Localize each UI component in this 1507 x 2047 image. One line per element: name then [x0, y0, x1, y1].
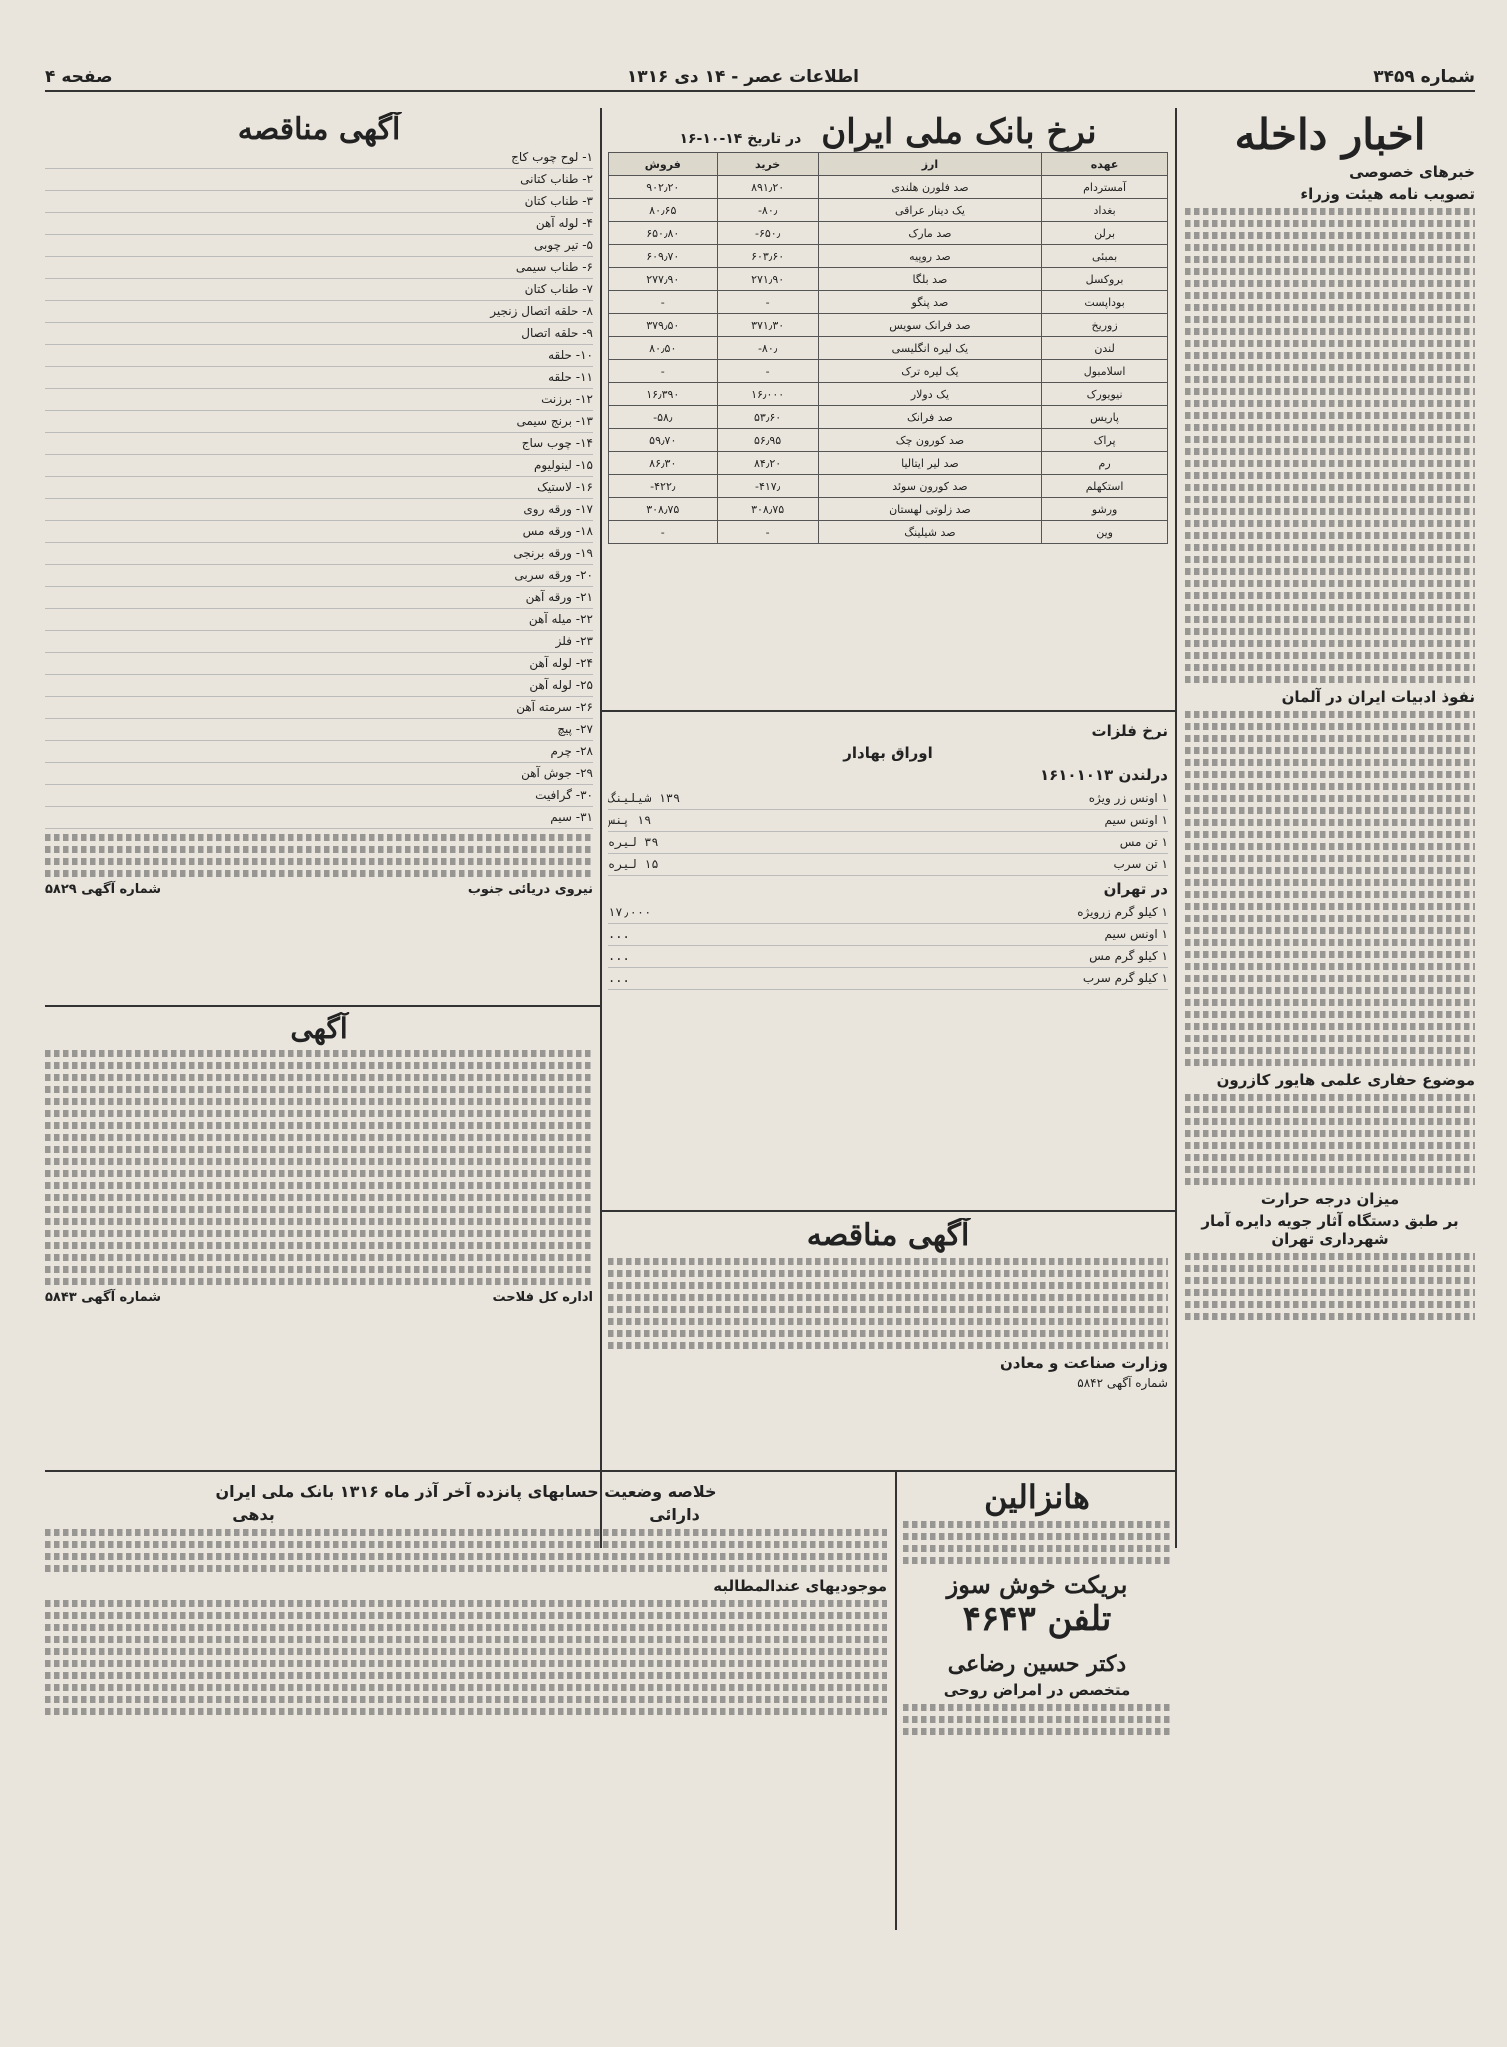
list-item: [45, 763, 593, 785]
tender-item-label: ۲۰- ورقه سربی: [514, 568, 593, 582]
tender1-ref: شماره آگهی ۵۸۲۹: [45, 882, 162, 897]
table-row: [609, 337, 1168, 360]
list-item: [45, 675, 593, 697]
issue-number: شماره ۳۴۵۹: [1373, 67, 1475, 87]
table-cell: ۳۰۸٫۷۵: [717, 498, 818, 521]
tender-item-label: ۷- طناب کتان: [524, 282, 593, 296]
table-cell: استکهلم: [1042, 475, 1168, 498]
list-item: [45, 411, 593, 433]
table-cell: صد بلگا: [818, 268, 1041, 291]
table-cell: صد زلوتی لهستان: [818, 498, 1041, 521]
table-cell: ۱۶٫۰۰۰: [717, 383, 818, 406]
table-cell: -: [609, 360, 718, 383]
list-item: ۱ کیلو گرم زرویژه ۱۷٫۰۰۰: [608, 902, 1168, 924]
table-cell: صد روپیه: [818, 245, 1041, 268]
tender-item-label: ۳- طناب کتان: [524, 194, 593, 208]
list-item: ۱ تن سرب ۱۵ لیره: [608, 854, 1168, 876]
table-cell: ۶۵۰٫-: [717, 222, 818, 245]
list-item: [45, 169, 593, 191]
table-cell: ۱۶٫۳۹۰: [609, 383, 718, 406]
tender-item-label: ۴- لوله آهن: [535, 216, 593, 230]
list-item: [45, 719, 593, 741]
tender-item-label: ۲۷- پیچ: [557, 722, 593, 736]
list-item: [45, 455, 593, 477]
table-row: [609, 429, 1168, 452]
table-cell: صد شیلینگ: [818, 521, 1041, 544]
doctor-specialty: متخصص در امراض روحی: [943, 1681, 1131, 1699]
tender-item-label: ۹- حلقه اتصال: [521, 326, 593, 340]
table-cell: ۸۰٫۶۵: [609, 199, 718, 222]
list-item: [45, 279, 593, 301]
bonds-title: اوراق بهادار: [843, 744, 933, 762]
table-cell: ۳۷۱٫۳۰: [717, 314, 818, 337]
table-cell: بغداد: [1042, 199, 1168, 222]
list-item: [45, 741, 593, 763]
col-currency: ارز: [818, 153, 1041, 176]
metals-title: نرخ فلزات: [1091, 722, 1168, 740]
table-cell: ۵۳٫۶۰: [717, 406, 818, 429]
tender-item-label: ۲۱- ورقه آهن: [525, 590, 593, 604]
tender1-org: نیروی دریائی جنوب: [467, 882, 593, 897]
list-item: ۱ تن مس ۳۹ لیره: [608, 832, 1168, 854]
col-buy: خرید: [717, 153, 818, 176]
ad2-title: آگهی: [290, 1012, 348, 1045]
list-item: [45, 367, 593, 389]
briquette-title: بریکت خوش سوز: [946, 1570, 1128, 1599]
table-cell: پراک: [1042, 429, 1168, 452]
page-number: صفحه ۴: [45, 67, 113, 87]
table-cell: صد فلورن هلندی: [818, 176, 1041, 199]
list-item: [45, 587, 593, 609]
table-cell: آمستردام: [1042, 176, 1168, 199]
list-item: [45, 697, 593, 719]
news-head-5: بر طبق دستگاه آثار جویه دایره آمار شهرداری تهران: [1201, 1212, 1459, 1248]
rates-title: نرخ بانک ملی ایران: [821, 112, 1097, 152]
table-cell: ۶۰۳٫۶۰: [717, 245, 818, 268]
table-row: [609, 268, 1168, 291]
tender-item-label: ۱۷- ورقه روی: [523, 502, 593, 516]
table-row: [609, 452, 1168, 475]
domestic-news-column: [1185, 110, 1475, 1910]
table-cell: ۶۰۹٫۷۰: [609, 245, 718, 268]
table-cell: ۸۴٫۲۰: [717, 452, 818, 475]
tender-item-label: ۱۱- حلقه: [548, 370, 593, 384]
metals-bonds-section: [608, 718, 1168, 1203]
table-cell: ورشو: [1042, 498, 1168, 521]
list-item: [45, 609, 593, 631]
tender-item-label: ۲۹- جوش آهن: [521, 766, 593, 780]
table-row: [609, 176, 1168, 199]
list-item: [45, 191, 593, 213]
table-cell: وین: [1042, 521, 1168, 544]
tender3-title: آگهی مناقصه: [806, 1218, 970, 1253]
list-item: [45, 213, 593, 235]
table-cell: لندن: [1042, 337, 1168, 360]
list-item: [45, 301, 593, 323]
table-cell: صد مارک: [818, 222, 1041, 245]
list-item: ۱ کیلو گرم مس ...: [608, 946, 1168, 968]
tender-item-label: ۲۵- لوله آهن: [529, 678, 593, 692]
list-item: ۱ اونس سیم ...: [608, 924, 1168, 946]
tender-item-label: ۲۶- سرمته آهن: [516, 700, 593, 714]
list-item: ۱ کیلو گرم سرب ...: [608, 968, 1168, 990]
table-cell: صد فرانک سویس: [818, 314, 1041, 337]
news-subtitle: خبرهای خصوصی: [1349, 163, 1475, 181]
newspaper-date: اطلاعات عصر - ۱۴ دی ۱۳۱۶: [626, 67, 859, 87]
tender-item-label: ۱- لوح چوب کاج: [511, 150, 593, 164]
exchange-rates-section: [608, 112, 1168, 702]
list-item: [45, 807, 593, 829]
tender-industry-ad: [608, 1218, 1168, 1463]
table-row: [609, 475, 1168, 498]
table-cell: یک دینار عراقی: [818, 199, 1041, 222]
table-row: [609, 383, 1168, 406]
table-row: [609, 291, 1168, 314]
tender3-org: وزارت صناعت و معادن: [999, 1354, 1168, 1372]
table-cell: یک دولار: [818, 383, 1041, 406]
table-cell: زوریخ: [1042, 314, 1168, 337]
table-cell: ۴۲۲٫-: [609, 475, 718, 498]
col-city: عهده: [1042, 153, 1168, 176]
table-cell: صد لیر ایتالیا: [818, 452, 1041, 475]
tender-item-label: ۱۲- برزنت: [541, 392, 593, 406]
tender3-ref: شماره آگهی ۵۸۴۲: [1077, 1376, 1168, 1390]
table-row: [609, 245, 1168, 268]
tender-item-label: ۲۲- میله آهن: [528, 612, 593, 626]
tender-items: [45, 147, 593, 829]
table-cell: نیویورک: [1042, 383, 1168, 406]
table-cell: ۹۰۲٫۲۰: [609, 176, 718, 199]
news-head-1: تصویب نامه هیئت وزراء: [1300, 185, 1475, 203]
phone-number: تلفن ۴۶۴۳: [962, 1599, 1112, 1639]
small-ads-column: [903, 1478, 1171, 1928]
table-cell: ۲۷۱٫۹۰: [717, 268, 818, 291]
table-cell: -: [609, 521, 718, 544]
bank-balance-sheet: [45, 1478, 887, 1918]
debtors-label: موجودیهای عندالمطالبه: [713, 1577, 887, 1595]
tender-item-label: ۱۳- برنج سیمی: [516, 414, 593, 428]
table-cell: ۵۹٫۷۰: [609, 429, 718, 452]
table-cell: ۸۰٫-: [717, 337, 818, 360]
table-cell: ۳۰۸٫۷۵: [609, 498, 718, 521]
table-row: [609, 498, 1168, 521]
list-item: [45, 147, 593, 169]
tender-item-label: ۱۸- ورقه مس: [522, 524, 593, 538]
table-cell: ۵۶٫۹۵: [717, 429, 818, 452]
list-item: [45, 477, 593, 499]
list-item: [45, 345, 593, 367]
table-cell: ۵۸٫-: [609, 406, 718, 429]
list-item: [45, 389, 593, 411]
table-row: [609, 521, 1168, 544]
tender-item-label: ۸- حلقه اتصال زنجیر: [490, 304, 593, 318]
table-cell: ۸۰٫-: [717, 199, 818, 222]
rates-table: [608, 152, 1168, 544]
list-item: ۱ اونس سیم ۱۹ پنس: [608, 810, 1168, 832]
tender1-title: آگهی مناقصه: [237, 112, 401, 147]
table-cell: -: [717, 291, 818, 314]
table-cell: ۲۷۷٫۹۰: [609, 268, 718, 291]
table-cell: ۳۷۹٫۵۰: [609, 314, 718, 337]
table-cell: بروکسل: [1042, 268, 1168, 291]
table-row: [609, 222, 1168, 245]
table-cell: بوداپست: [1042, 291, 1168, 314]
tender-item-label: ۱۶- لاستیک: [537, 480, 593, 494]
list-item: [45, 543, 593, 565]
tender-item-label: ۳۰- گرافیت: [535, 788, 593, 802]
doctor-name: دکتر حسین رضاعی: [947, 1651, 1127, 1677]
rates-date: در تاریخ ۱۴-۱۰-۱۶: [679, 131, 802, 147]
page-header: [45, 64, 1475, 92]
tender-item-label: ۳۱- سیم: [550, 810, 593, 824]
table-cell: ۸۹۱٫۲۰: [717, 176, 818, 199]
london-label: درلندن ۱۶۱۰۱۰۱۳: [1039, 766, 1168, 784]
news-title: اخبار داخله: [1234, 110, 1426, 159]
tender-item-label: ۱۰- حلقه: [548, 348, 593, 362]
list-item: [45, 257, 593, 279]
news-head-4: میزان درجه حرارت: [1260, 1190, 1400, 1208]
liabilities-label: بدهی: [232, 1505, 275, 1524]
table-row: [609, 360, 1168, 383]
col-sell: فروش: [609, 153, 718, 176]
table-cell: پاریس: [1042, 406, 1168, 429]
list-item: [45, 323, 593, 345]
list-item: [45, 631, 593, 653]
table-cell: ۸۰٫۵۰: [609, 337, 718, 360]
list-item: [45, 785, 593, 807]
list-item: [45, 521, 593, 543]
table-cell: صد کورون چک: [818, 429, 1041, 452]
tender-item-label: ۲۸- چرم: [550, 744, 593, 758]
table-cell: بمبئی: [1042, 245, 1168, 268]
list-item: [45, 235, 593, 257]
table-row: [609, 406, 1168, 429]
navy-tender-ad: [45, 112, 593, 1000]
table-cell: ۴۱۷٫-: [717, 475, 818, 498]
list-item: [45, 565, 593, 587]
list-item: [45, 499, 593, 521]
tender-item-label: ۲- طناب کتانی: [520, 172, 593, 186]
assets-label: دارائی: [649, 1505, 700, 1524]
tender-item-label: ۲۳- فلز: [555, 634, 593, 648]
tender-item-label: ۶- طناب سیمی: [515, 260, 593, 274]
ad2-ref: شماره آگهی ۵۸۴۳: [45, 1290, 162, 1305]
table-cell: رم: [1042, 452, 1168, 475]
table-cell: یک لیره ترک: [818, 360, 1041, 383]
list-item: ۱ اونس زر ویژه ۱۳۹ شیلینگ: [608, 788, 1168, 810]
table-cell: یک لیره انگلیسی: [818, 337, 1041, 360]
hanzelin-title: هانزالین: [984, 1478, 1090, 1516]
tender-item-label: ۱۵- لینولیوم: [533, 458, 593, 472]
table-cell: برلن: [1042, 222, 1168, 245]
table-cell: صد کورون سوئد: [818, 475, 1041, 498]
table-cell: ۸۶٫۳۰: [609, 452, 718, 475]
ad2-org: اداره کل فلاحت: [492, 1290, 593, 1305]
list-item: [45, 653, 593, 675]
tehran-label: در تهران: [1103, 880, 1168, 898]
tender-item-label: ۵- تیر چوبی: [534, 238, 593, 252]
table-row: [609, 199, 1168, 222]
table-row: [609, 314, 1168, 337]
agriculture-ad: [45, 1012, 593, 1464]
news-head-2: نفوذ ادبیات ایران در آلمان: [1281, 688, 1475, 706]
tender-item-label: ۱۹- ورقه برنجی: [513, 546, 593, 560]
table-cell: صد فرانک: [818, 406, 1041, 429]
tender-item-label: ۱۴- چوب ساج: [521, 436, 593, 450]
table-cell: ۶۵۰٫۸۰: [609, 222, 718, 245]
table-cell: -: [717, 521, 818, 544]
table-cell: اسلامبول: [1042, 360, 1168, 383]
tender-item-label: ۲۴- لوله آهن: [529, 656, 593, 670]
list-item: [45, 433, 593, 455]
table-cell: صد پنگو: [818, 291, 1041, 314]
table-cell: -: [717, 360, 818, 383]
balance-title: خلاصه وضعیت حسابهای پانزده آخر آذر ماه ۱۳۱۶ بانک ملی ایران: [215, 1482, 717, 1501]
news-head-3: موضوع حفاری علمی هایور کازرون: [1216, 1071, 1475, 1089]
table-cell: -: [609, 291, 718, 314]
